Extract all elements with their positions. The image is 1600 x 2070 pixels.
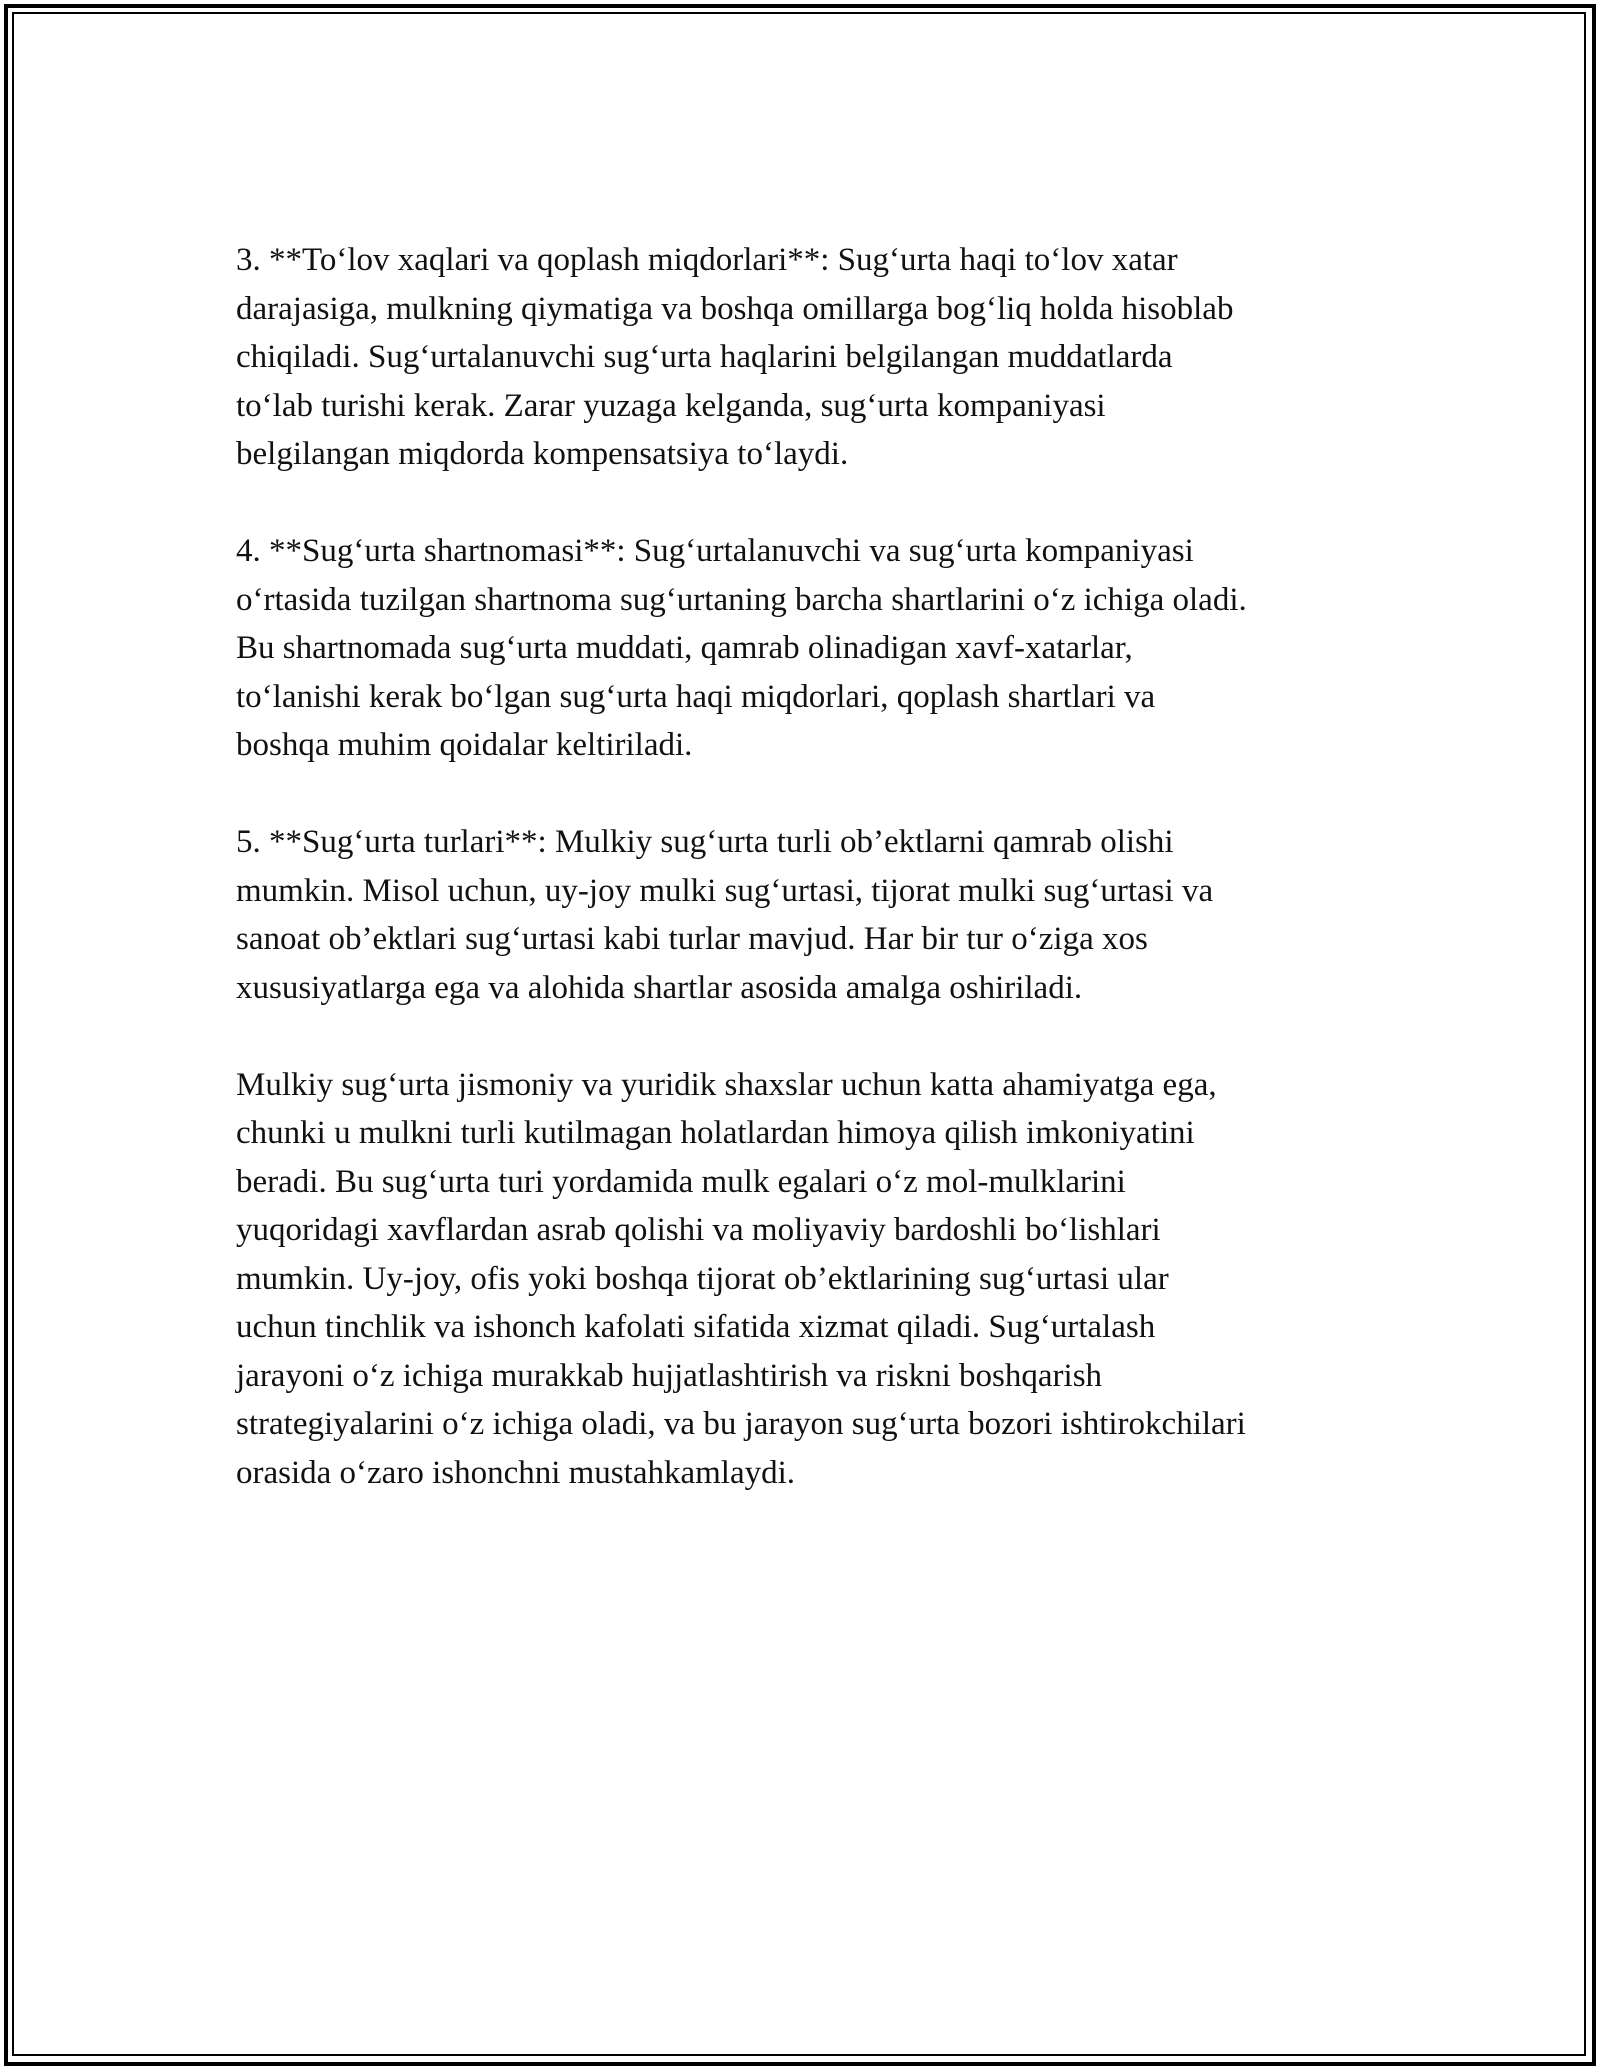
- paragraph-mulkiy-sugurta-summary: Mulkiy sug‘urta jismoniy va yuridik shaxslar uchun katta ahamiyatga ega, chunki u mulkni turli kutilmagan holatlardan himoya qilish imkoniyatini beradi. Bu sug‘urta turi yordamida mulk egalari o‘z mol-mulklarini yuqoridagi xavflardan asrab qolishi va moliyaviy bardoshli bo‘lishlari mumkin. Uy-joy, ofis yoki boshqa tijorat ob’ektlarining sug‘urtasi ular uchun tinchlik va ishonch kafolati sifatida xizmat qiladi. Sug‘urtalash jarayoni o‘z ichiga murakkab hujjatlashtirish va riskni boshqarish strategiyalarini o‘z ichiga oladi, va bu jarayon sug‘urta bozori ishtirokchilari orasida o‘zaro ishonchni mustahkamlaydi.: [236, 1066, 1246, 1491]
- paragraph-tolov-xaqlari: 3. **To‘lov xaqlari va qoplash miqdorlari**: Sug‘urta haqi to‘lov xatar darajasiga, mulkning qiymatiga va boshqa omillarga bog‘liq holda hisoblab chiqiladi. Sug‘urtalanuvchi sug‘urta haqlarini belgilangan muddatlarda to‘lab turishi kerak. Zarar yuzaga kelganda, sug‘urta kompaniyasi belgilangan miqdorda kompensatsiya to‘laydi.: [236, 242, 1234, 472]
- paragraph-sugurta-shartnomasi: 4. **Sug‘urta shartnomasi**: Sug‘urtalanuvchi va sug‘urta kompaniyasi o‘rtasida tuzilgan shartnoma sug‘urtaning barcha shartlarini o‘z ichiga oladi. Bu shartnomada sug‘urta muddati, qamrab olinadigan xavf-xatarlar, to‘lanishi kerak bo‘lgan sug‘urta haqi miqdorlari, qoplash shartlari va boshqa muhim qoidalar keltiriladi.: [236, 533, 1247, 763]
- document-body: [236, 236, 1386, 1546]
- paragraph-sugurta-turlari: 5. **Sug‘urta turlari**: Mulkiy sug‘urta turli ob’ektlarni qamrab olishi mumkin. Misol uchun, uy-joy mulki sug‘urtasi, tijorat mulki sug‘urtasi va sanoat ob’ektlari sug‘urtasi kabi turlar mavjud. Har bir tur o‘ziga xos xususiyatlarga ega va alohida shartlar asosida amalga oshiriladi.: [236, 824, 1214, 1006]
